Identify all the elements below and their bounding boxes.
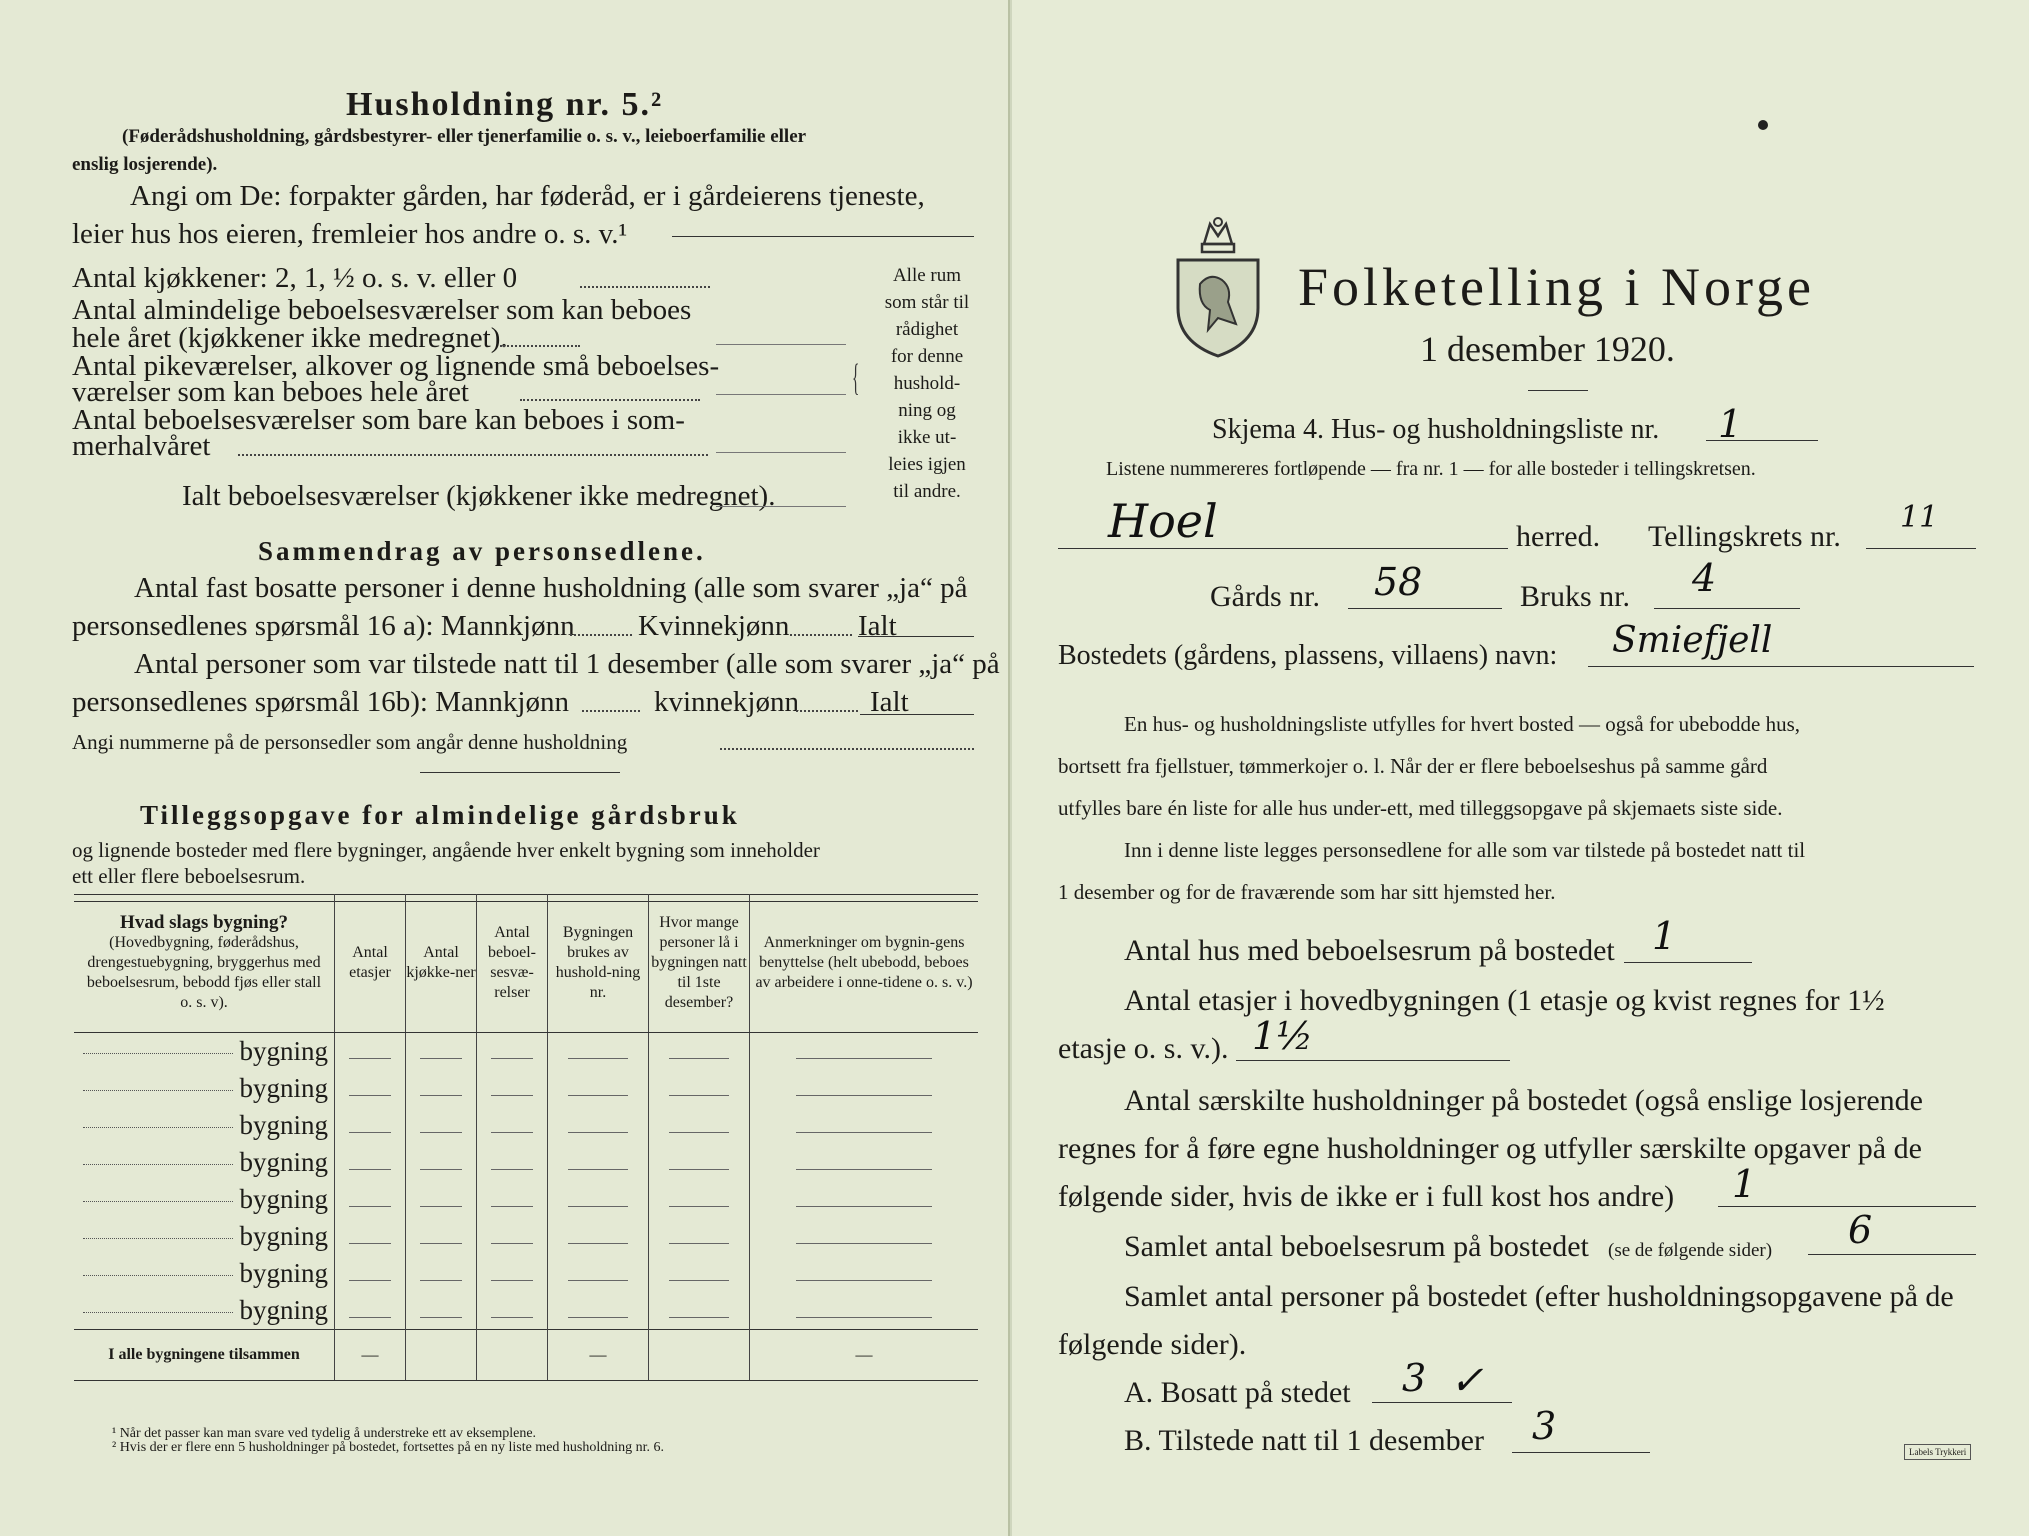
row-label: bygning (239, 1258, 328, 1288)
bosted-value: Smiefjell (1612, 620, 1773, 661)
short-divider (1528, 390, 1588, 391)
answer-line (858, 636, 974, 637)
blank-line (349, 1095, 391, 1096)
q-etasjer-line (1236, 1060, 1510, 1061)
bruks-value: 4 (1692, 556, 1717, 600)
section-divider (420, 772, 620, 773)
blank-line (796, 1132, 933, 1133)
table-row (74, 1255, 978, 1292)
blank-line (349, 1206, 391, 1207)
herred-label: herred. (1516, 520, 1601, 553)
row-cell (335, 1144, 406, 1181)
right-page (1012, 0, 2029, 1536)
row-bygning-cell (74, 1292, 335, 1330)
row-bygning-cell (74, 1033, 335, 1071)
total-etasjer: — (335, 1330, 406, 1381)
blank-line (83, 1275, 233, 1276)
household-title: Husholdning nr. 5.² (346, 86, 664, 123)
census-date: 1 desember 1920. (1420, 329, 1675, 369)
blank-line (669, 1243, 729, 1244)
col-beboelsesvaerelser: Antal beboel-sesvæ-relser (477, 894, 548, 1033)
angi-answer-line (672, 236, 974, 237)
col-bygning: Hvad slags bygning? (Hovedbygning, føderådshus, drengestuebygning, bryggerhus med beboelsesrum, bebodd fjøs eller stall o. s. v). (74, 894, 335, 1033)
col-kjokkener: Antal kjøkke-ner (406, 894, 477, 1033)
instructions-1: En hus- og husholdningsliste utfylles for hvert bosted — også for ubebodde hus, (1124, 712, 1800, 736)
total-personer (649, 1330, 750, 1381)
q-rum-label: Samlet antal beboelsesrum på bostedet (1124, 1230, 1589, 1263)
row-cell (335, 1255, 406, 1292)
footnote-2: ² Hvis der er flere enn 5 husholdninger på bostedet, fortsettes på en ny liste med husholdning nr. 6. (112, 1440, 665, 1455)
q-etasjer-1: Antal etasjer i hovedbygningen (1 etasje og kvist regnes for 1½ (1124, 984, 1885, 1017)
row-cell (406, 1144, 477, 1181)
rooms-pike-1: Antal pikeværelser, alkover og lignende små beboelses- (72, 350, 720, 382)
answer-line (860, 714, 974, 715)
answer-line (716, 394, 846, 395)
row-cell (548, 1033, 649, 1071)
bosted-label: Bostedets (gårdens, plassens, villaens) navn: (1058, 640, 1558, 671)
dotted-leader (238, 454, 708, 456)
blank-line (491, 1206, 533, 1207)
blank-line (669, 1169, 729, 1170)
row-bygning-cell (74, 1107, 335, 1144)
q-hush-value: 1 (1732, 1162, 1757, 1206)
row-cell (477, 1144, 548, 1181)
blank-line (568, 1058, 628, 1059)
total-husholdning: — (548, 1330, 649, 1381)
q-etasjer-2: etasje o. s. v.). (1058, 1032, 1229, 1065)
sammendrag-fast-1: Antal fast bosatte personer i denne husholdning (alle som svarer „ja“ på (134, 572, 968, 604)
instructions-4: Inn i denne liste legges personsedlene for alle som var tilstede på bostedet natt til (1124, 838, 1806, 862)
row-cell (548, 1181, 649, 1218)
a-value: 3 (1402, 1356, 1427, 1400)
row-cell (750, 1181, 979, 1218)
census-title: Folketelling i Norge (1298, 257, 1815, 317)
blank-line (349, 1169, 391, 1170)
row-cell (477, 1181, 548, 1218)
tillegg-desc-1: og lignende bosteder med flere bygninger, angående hver enkelt bygning som inneholder (72, 838, 820, 862)
q-hush-2: regnes for å føre egne husholdninger og utfyller særskilte opgaver på de (1058, 1132, 1922, 1165)
tillegg-heading: Tilleggsopgave for almindelige gårdsbruk (140, 800, 740, 830)
footnote-1: ¹ Når det passer kan man svare ved tydelig å understreke ett av eksemplene. (112, 1426, 537, 1441)
left-page (0, 0, 1010, 1536)
q-rum-value: 6 (1848, 1208, 1873, 1252)
table-row (74, 1033, 978, 1071)
blank-line (349, 1058, 391, 1059)
blank-line (420, 1058, 462, 1059)
row-label: bygning (239, 1073, 328, 1103)
q-hus-line (1624, 962, 1752, 963)
instructions-5: 1 desember og for de fraværende som har sitt hjemsted her. (1058, 880, 1556, 904)
brace: { (852, 357, 860, 399)
row-cell (477, 1033, 548, 1071)
sammendrag-fast-2: personsedlenes spørsmål 16 a): Mannkjønn (72, 610, 575, 642)
blank-line (83, 1201, 233, 1202)
total-kjokkener (406, 1330, 477, 1381)
blank-line (420, 1243, 462, 1244)
b-label: B. Tilstede natt til 1 desember (1124, 1424, 1484, 1457)
kvinne-label-1: Kvinnekjønn (638, 610, 790, 642)
bruks-label: Bruks nr. (1520, 580, 1631, 613)
row-cell (477, 1292, 548, 1330)
rooms-sommer-2: merhalvåret (72, 430, 211, 462)
q-rum-line (1808, 1254, 1976, 1255)
blank-line (796, 1243, 933, 1244)
gards-answer-line (1348, 608, 1502, 609)
blank-line (669, 1280, 729, 1281)
bruks-answer-line (1654, 608, 1800, 609)
blank-line (83, 1164, 233, 1165)
blank-line (796, 1206, 933, 1207)
blank-line (83, 1090, 233, 1091)
row-cell (750, 1144, 979, 1181)
answer-line (716, 452, 846, 453)
blank-line (83, 1127, 233, 1128)
row-label: bygning (239, 1147, 328, 1177)
table-total-row (74, 1330, 978, 1381)
row-cell (649, 1107, 750, 1144)
row-cell (406, 1033, 477, 1071)
b-line (1512, 1452, 1650, 1453)
blank-line (420, 1280, 462, 1281)
table-row (74, 1070, 978, 1107)
q-hush-line (1718, 1206, 1976, 1207)
tillegg-desc-2: ett eller flere beboelsesrum. (72, 864, 306, 888)
kvinne-label-2: kvinnekjønn (654, 686, 799, 718)
blank-line (420, 1317, 462, 1318)
row-cell (548, 1255, 649, 1292)
printer-stamp: Labels Trykkeri (1904, 1444, 1971, 1460)
row-cell (750, 1255, 979, 1292)
blank-line (669, 1095, 729, 1096)
blank-line (491, 1169, 533, 1170)
rooms-sommer-1: Antal beboelsesværelser som bare kan beboes i som- (72, 404, 685, 436)
ink-dot (1758, 120, 1768, 130)
row-bygning-cell (74, 1218, 335, 1255)
row-label: bygning (239, 1110, 328, 1140)
answer-line (716, 344, 846, 345)
blank-line (349, 1243, 391, 1244)
blank-line (420, 1095, 462, 1096)
dotted-leader (500, 345, 580, 347)
blank-line (796, 1280, 933, 1281)
rooms-pike-2: værelser som kan beboes hele året (72, 376, 469, 408)
table-row (74, 1181, 978, 1218)
blank-line (491, 1095, 533, 1096)
bosted-answer-line (1588, 666, 1974, 667)
tellingskrets-answer-line (1866, 548, 1976, 549)
skjema-label: Skjema 4. Hus- og husholdningsliste nr. (1212, 414, 1660, 445)
row-bygning-cell (74, 1181, 335, 1218)
blank-line (669, 1132, 729, 1133)
blank-line (491, 1058, 533, 1059)
blank-line (83, 1238, 233, 1239)
rooms-alm-1: Antal almindelige beboelsesværelser som kan beboes (72, 294, 692, 326)
herred-value: Hoel (1108, 494, 1218, 548)
row-cell (406, 1218, 477, 1255)
row-cell (649, 1181, 750, 1218)
blank-line (349, 1280, 391, 1281)
row-cell (649, 1255, 750, 1292)
table-header-row (74, 894, 978, 1033)
dotted-leader (582, 710, 640, 712)
blank-line (669, 1317, 729, 1318)
col-personer: Hvor mange personer lå i bygningen natt til 1ste desember? (649, 894, 750, 1033)
blank-line (349, 1132, 391, 1133)
sammendrag-nummer: Angi nummerne på de personsedler som angår denne husholdning (72, 730, 628, 754)
blank-line (491, 1243, 533, 1244)
blank-line (420, 1206, 462, 1207)
answer-line (716, 506, 846, 507)
total-vaerelser (477, 1330, 548, 1381)
a-label: A. Bosatt på stedet (1124, 1376, 1351, 1409)
blank-line (568, 1095, 628, 1096)
angi-line-1: Angi om De: forpakter gården, har føderåd, er i gårdeierens tjeneste, (130, 180, 925, 212)
blank-line (568, 1206, 628, 1207)
table-row (74, 1107, 978, 1144)
row-label: bygning (239, 1221, 328, 1251)
blank-line (568, 1317, 628, 1318)
row-cell (477, 1218, 548, 1255)
row-cell (406, 1292, 477, 1330)
coat-of-arms-icon (1170, 214, 1266, 360)
table-row (74, 1144, 978, 1181)
row-cell (406, 1255, 477, 1292)
dotted-leader (520, 399, 700, 401)
table-row (74, 1292, 978, 1330)
row-cell (548, 1292, 649, 1330)
blank-line (669, 1058, 729, 1059)
tellingskrets-value: 11 (1900, 500, 1939, 535)
row-label: bygning (239, 1295, 328, 1325)
row-cell (477, 1255, 548, 1292)
row-cell (335, 1033, 406, 1071)
household-subtitle-1: (Føderådshusholdning, gårdsbestyrer- eller tjenerfamilie o. s. v., leieboerfamilie eller (122, 126, 807, 147)
blank-line (491, 1280, 533, 1281)
col-anmerkninger: Anmerkninger om bygnin-gens benyttelse (helt ubebodd, beboes av arbeidere i onne-tidene o. s. v.) (750, 894, 979, 1033)
row-cell (406, 1070, 477, 1107)
blank-line (83, 1312, 233, 1313)
blank-line (491, 1132, 533, 1133)
row-cell (548, 1070, 649, 1107)
gards-label: Gårds nr. (1210, 580, 1320, 613)
blank-line (420, 1132, 462, 1133)
q-etasjer-value: 1½ (1252, 1014, 1314, 1058)
row-cell (548, 1107, 649, 1144)
row-label: bygning (239, 1036, 328, 1066)
blank-line (669, 1206, 729, 1207)
q-hush-1: Antal særskilte husholdninger på bostedet (også enslige losjerende (1124, 1084, 1923, 1117)
ialt-label-2: Ialt (870, 686, 909, 718)
q-hush-3: følgende sider, hvis de ikke er i full kost hos andre) (1058, 1180, 1675, 1213)
q-pers-1: Samlet antal personer på bostedet (efter husholdningsopgavene på de (1124, 1280, 1954, 1313)
row-cell (548, 1144, 649, 1181)
check-mark-icon: ✓ (1450, 1358, 1484, 1404)
blank-line (796, 1317, 933, 1318)
instructions-3: utfylles bare én liste for alle hus under-ett, med tilleggsopgave på skjemaets siste side. (1058, 796, 1783, 820)
row-cell (406, 1181, 477, 1218)
row-cell (750, 1033, 979, 1071)
blank-line (491, 1317, 533, 1318)
sammendrag-tilst-2: personsedlenes spørsmål 16b): Mannkjønn (72, 686, 569, 718)
row-cell (649, 1070, 750, 1107)
row-cell (750, 1292, 979, 1330)
blank-line (796, 1058, 933, 1059)
gards-value: 58 (1374, 560, 1423, 604)
instructions-2: bortsett fra fjellstuer, tømmerkojer o. l. Når der er flere beboelseshus på samme gård (1058, 754, 1768, 778)
row-cell (649, 1144, 750, 1181)
building-rows (74, 1033, 978, 1330)
ialt-label-1: Ialt (858, 610, 897, 642)
dotted-leader (720, 748, 974, 750)
household-subtitle-2: enslig losjerende). (72, 154, 218, 175)
dotted-leader (790, 634, 852, 636)
dotted-leader (580, 286, 710, 288)
blank-line (568, 1169, 628, 1170)
b-value: 3 (1532, 1404, 1557, 1448)
total-label: I alle bygningene tilsammen (74, 1330, 335, 1381)
rooms-kjokkener: Antal kjøkkener: 2, 1, ½ o. s. v. eller 0 (72, 262, 518, 294)
row-cell (335, 1292, 406, 1330)
herred-answer-line (1058, 548, 1508, 549)
q-rum-small: (se de følgende sider) (1608, 1240, 1773, 1261)
tellingskrets-label: Tellingskrets nr. (1648, 520, 1841, 553)
dotted-leader (570, 634, 632, 636)
row-cell (406, 1107, 477, 1144)
col-husholdning: Bygningen brukes av hushold-ning nr. (548, 894, 649, 1033)
q-pers-2: følgende sider). (1058, 1328, 1247, 1361)
row-cell (477, 1070, 548, 1107)
row-cell (649, 1292, 750, 1330)
q-hus-label: Antal hus med beboelsesrum på bostedet (1124, 934, 1615, 967)
row-cell (335, 1218, 406, 1255)
row-cell (649, 1218, 750, 1255)
row-cell (750, 1218, 979, 1255)
col-etasjer: Antal etasjer (335, 894, 406, 1033)
row-cell (335, 1181, 406, 1218)
blank-line (349, 1317, 391, 1318)
blank-line (568, 1280, 628, 1281)
row-cell (548, 1218, 649, 1255)
blank-line (568, 1243, 628, 1244)
side-note: Alle rum som står til rådighet for denne hushold- ning og ikke ut- leies igjen til andre. (884, 265, 970, 502)
a-line (1372, 1402, 1512, 1403)
row-cell (649, 1033, 750, 1071)
sammendrag-tilst-1: Antal personer som var tilstede natt til 1 desember (alle som svarer „ja“ på (134, 648, 1000, 680)
blank-line (420, 1169, 462, 1170)
row-cell (335, 1107, 406, 1144)
skjema-value: 1 (1718, 402, 1743, 446)
row-label: bygning (239, 1184, 328, 1214)
rooms-alm-2: hele året (kjøkkener ikke medregnet). (72, 322, 508, 354)
q-hus-value: 1 (1652, 914, 1677, 958)
row-bygning-cell (74, 1070, 335, 1107)
angi-line-2: leier hus hos eieren, fremleier hos andre o. s. v.¹ (72, 218, 628, 250)
row-bygning-cell (74, 1144, 335, 1181)
total-anmerkninger: — (750, 1330, 979, 1381)
row-cell (335, 1070, 406, 1107)
listene-note: Listene nummereres fortløpende — fra nr. 1 — for alle bosteder i tellingskretsen. (1106, 458, 1756, 480)
row-cell (750, 1070, 979, 1107)
rooms-ialt: Ialt beboelsesværelser (kjøkkener ikke medregnet). (182, 480, 776, 512)
row-cell (750, 1107, 979, 1144)
sammendrag-heading: Sammendrag av personsedlene. (258, 536, 706, 566)
table-row (74, 1218, 978, 1255)
blank-line (568, 1132, 628, 1133)
row-cell (477, 1107, 548, 1144)
dotted-leader (796, 710, 858, 712)
blank-line (796, 1095, 933, 1096)
blank-line (83, 1053, 233, 1054)
blank-line (796, 1169, 933, 1170)
building-table (74, 894, 978, 1381)
row-bygning-cell (74, 1255, 335, 1292)
